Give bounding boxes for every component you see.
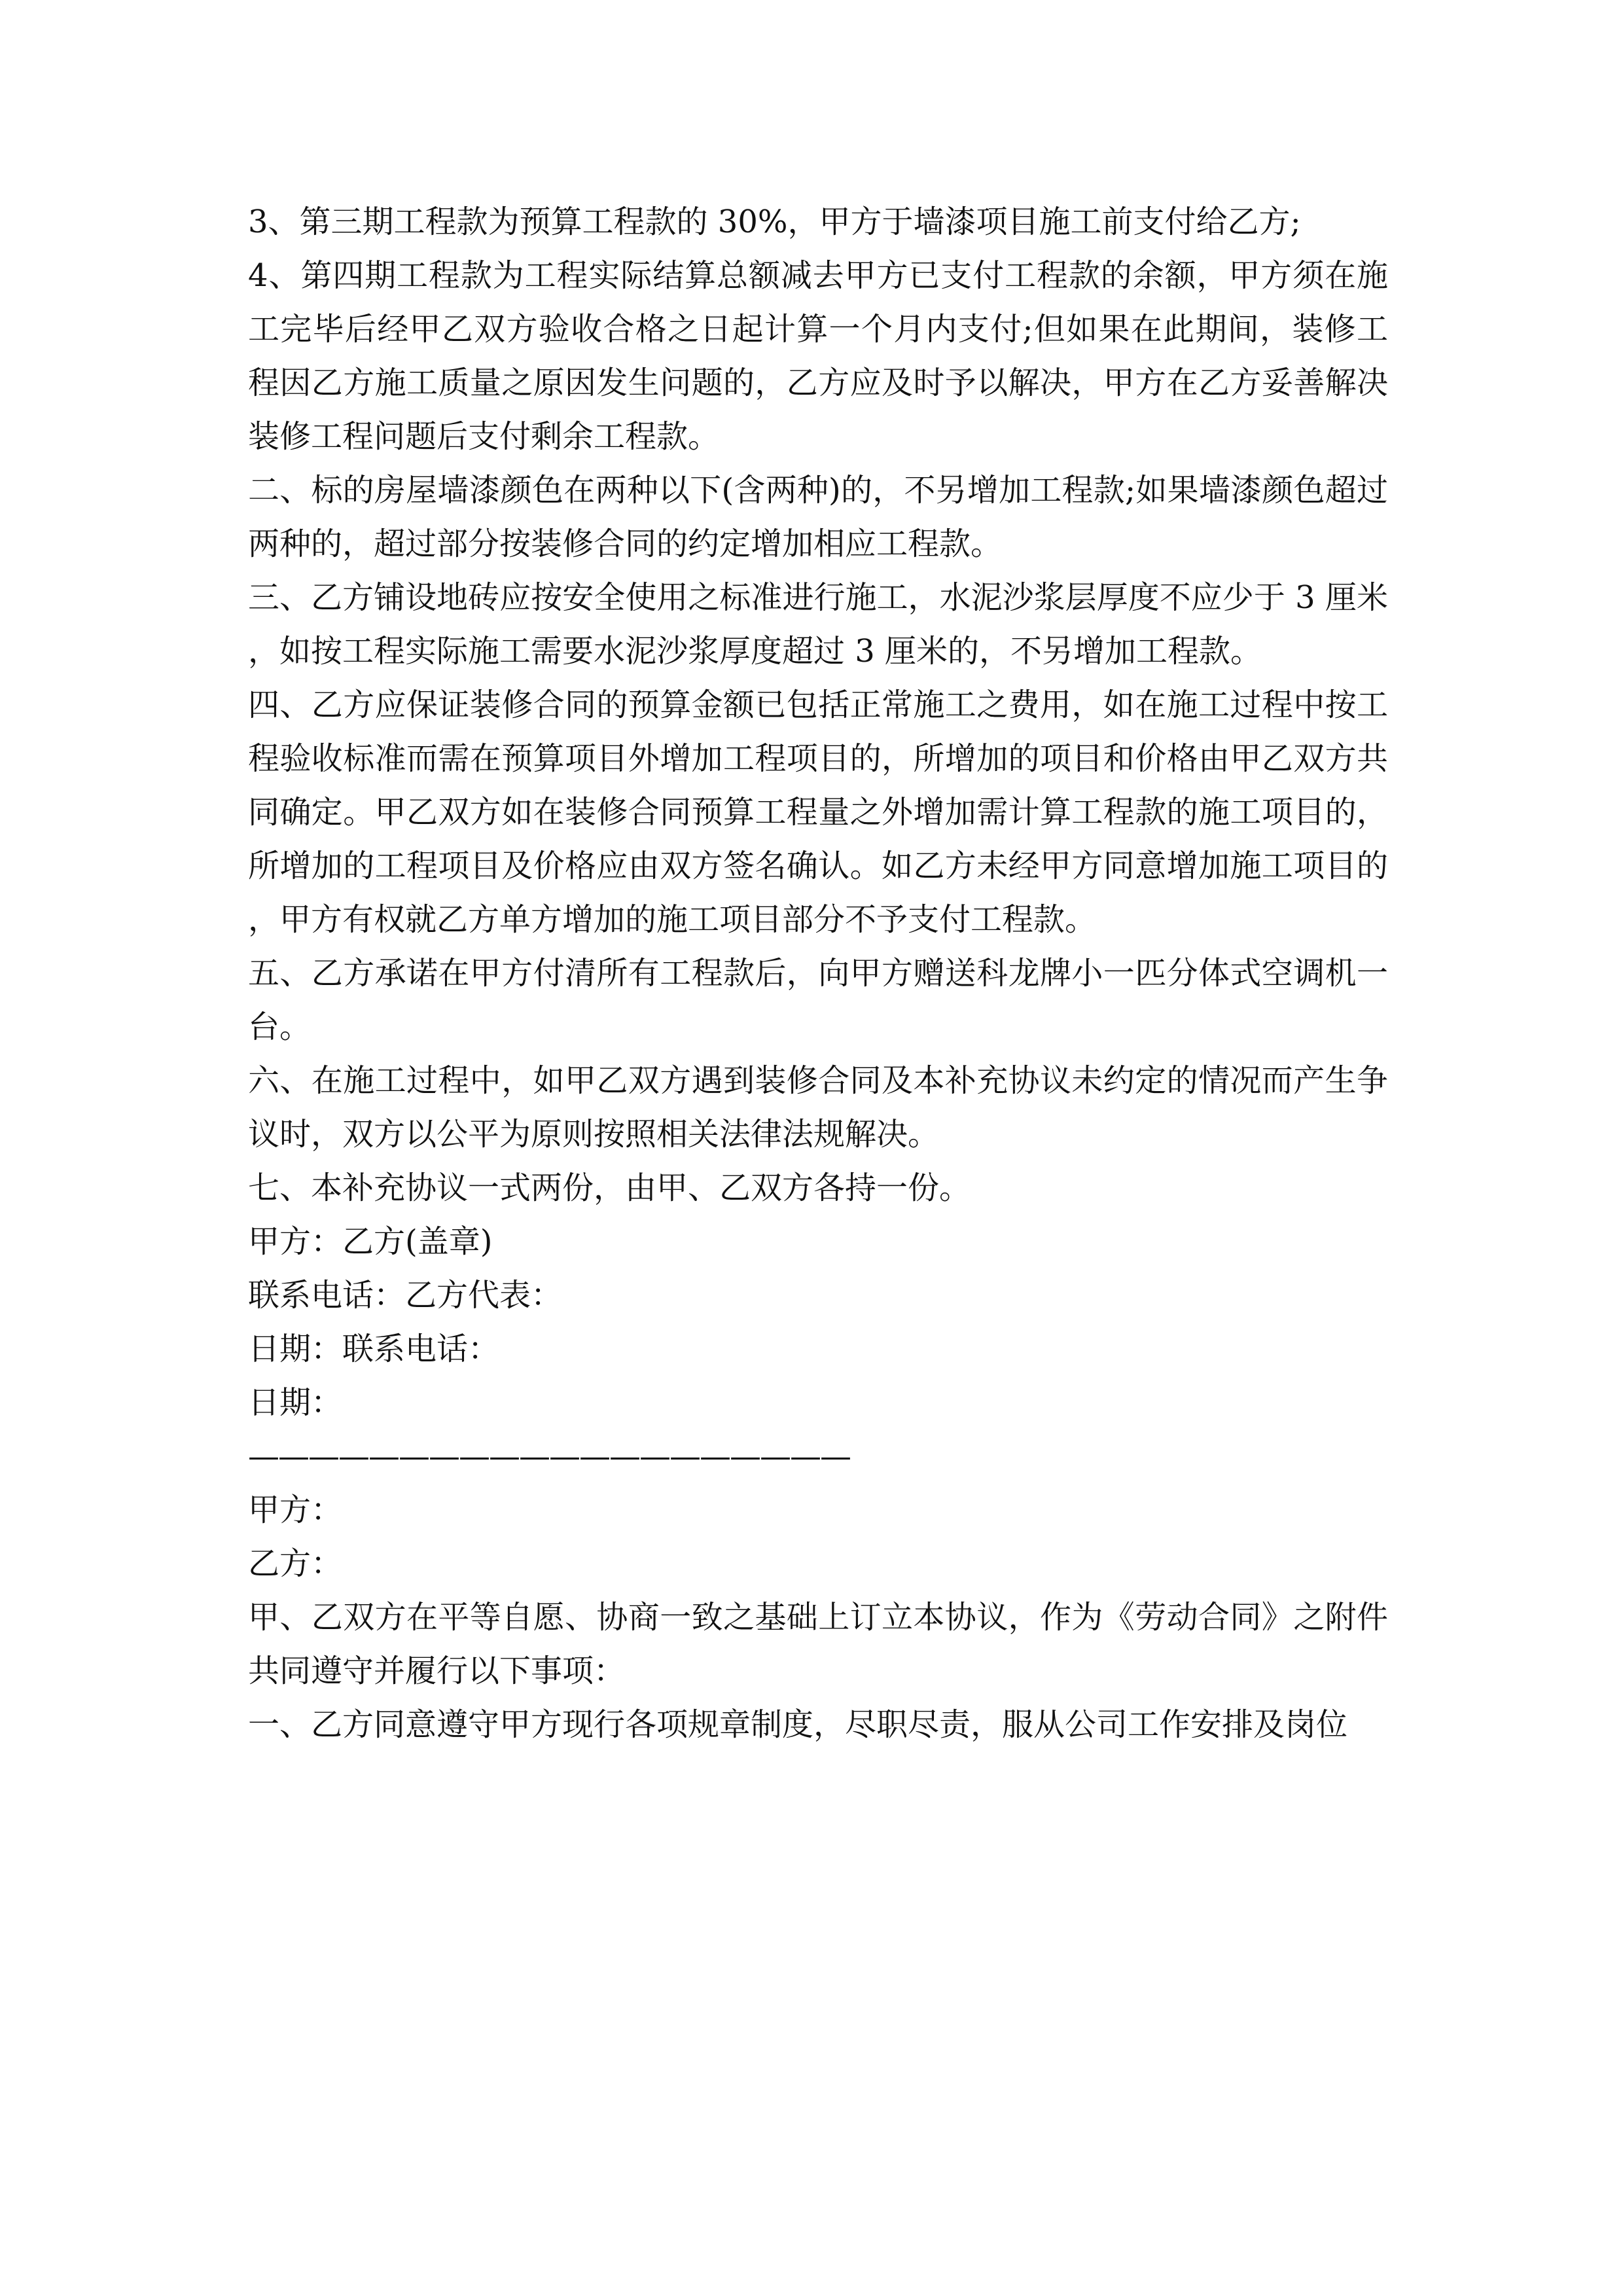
clause-7-copies: 七、本补充协议一式两份，由甲、乙双方各持一份。 [248,1170,971,1206]
signature-date-line: 日期： [248,1384,343,1421]
clause-payment-3: 3、第三期工程款为预算工程款的 30%，甲方于墙漆项目施工前支付给乙方; [248,204,1301,240]
signature-phone-line: 联系电话：乙方代表： [248,1277,563,1314]
clause-payment-4: 4、第四期工程款为工程实际结算总额减去甲方已支付工程款的余额，甲方须在施工完毕后经甲乙双方验收合格之日起计算一个月内支付;但如果在此期间，装修工程因乙方施工质量之原因发生问题的，乙方应及时予以解决，甲方在乙方妥善解决装修工程问题后支付剩余工程款。 [248,257,1388,455]
clause-6-disputes: 六、在施工过程中，如甲乙双方遇到装修合同及本补充协议未约定的情况而产生争议时，双方以公平为原则按照相关法律法规解决。 [248,1062,1388,1153]
clause-4-budget: 四、乙方应保证装修合同的预算金额已包括正常施工之费用，如在施工过程中按工程验收标准而需在预算项目外增加工程项目的，所增加的项目和价格由甲乙双方共同确定。甲乙双方如在装修合同预算工程量之外增加需计算工程款的施工项目的，所增加的工程项目及价格应由双方签名确认。如乙方未经甲方同意增加施工项目的，甲方有权就乙方单方增加的施工项目部分不予支付工程款。 [248,687,1388,938]
signature-party-line: 甲方：乙方(盖章) [248,1223,493,1260]
document-body [248,195,1388,1751]
agreement-preamble: 甲、乙双方在平等自愿、协商一致之基础上订立本协议，作为《劳动合同》之附件共同遵守并履行以下事项： [248,1599,1388,1689]
party-b-label: 乙方： [248,1545,343,1582]
separator-dashes: ———————————————————— [248,1438,850,1475]
clause-2-wall-paint: 二、标的房屋墙漆颜色在两种以下(含两种)的，不另增加工程款;如果墙漆颜色超过两种的，超过部分按装修合同的约定增加相应工程款。 [248,472,1388,562]
section-separator [248,1429,1388,1483]
clause-3-floor-tiles: 三、乙方铺设地砖应按安全使用之标准进行施工，水泥沙浆层厚度不应少于 3 厘米，如按工程实际施工需要水泥沙浆厚度超过 3 厘米的，不另增加工程款。 [248,579,1388,670]
signature-date-phone-line: 日期：联系电话： [248,1331,500,1367]
agreement-clause-1: 一、乙方同意遵守甲方现行各项规章制度，尽职尽责，服从公司工作安排及岗位 [248,1706,1348,1743]
clause-5-air-conditioner: 五、乙方承诺在甲方付清所有工程款后，向甲方赠送科龙牌小一匹分体式空调机一台。 [248,955,1388,1045]
party-a-label: 甲方： [248,1492,343,1528]
